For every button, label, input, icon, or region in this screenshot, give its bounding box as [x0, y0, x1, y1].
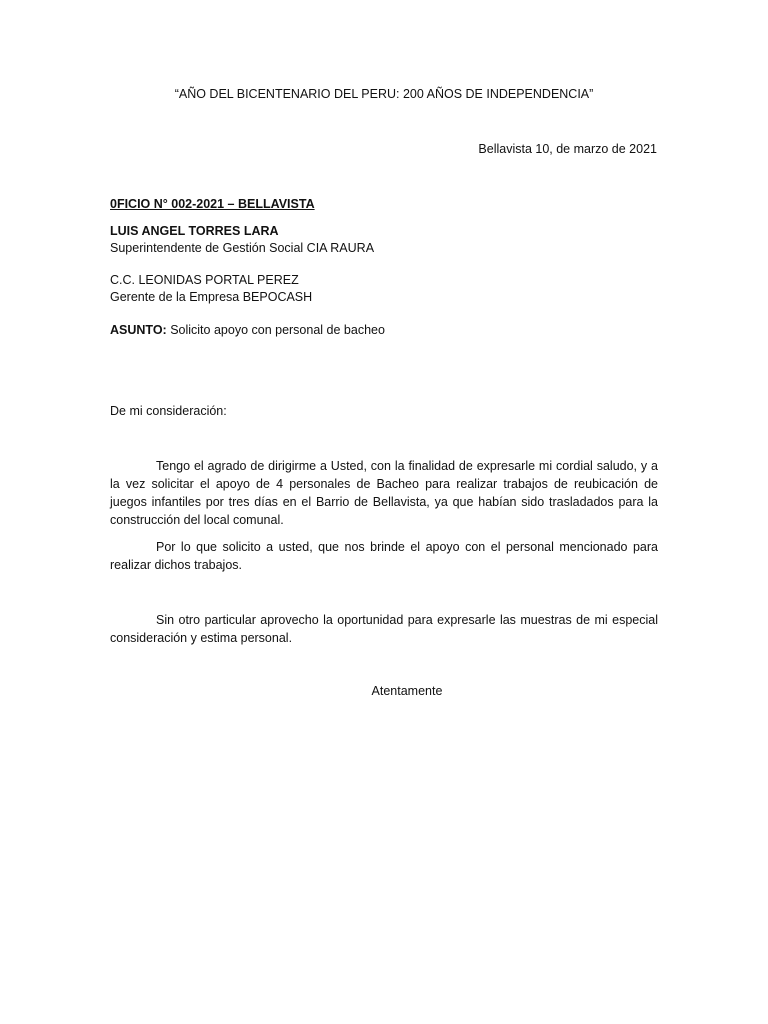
paragraph-3 — [110, 611, 658, 647]
recipient-1-name: LUIS ANGEL TORRES LARA — [110, 224, 279, 238]
subject-text: Solicito apoyo con personal de bacheo — [166, 323, 385, 337]
reference-number: 0FICIO N° 002-2021 – BELLAVISTA — [110, 197, 315, 211]
subject-line — [110, 322, 385, 339]
header-motto: “AÑO DEL BICENTENARIO DEL PERU: 200 AÑOS DE INDEPENDENCIA” — [174, 87, 594, 101]
subject-label: ASUNTO: — [110, 323, 167, 337]
greeting: De mi consideración: — [110, 404, 227, 418]
paragraph-2-text: Por lo que solicito a usted, que nos brinde el apoyo con el personal mencionado para realizar dichos trabajos. — [110, 540, 658, 572]
paragraph-3-text: Sin otro particular aprovecho la oportunidad para expresarle las muestras de mi especial consideración y estima personal. — [110, 613, 658, 645]
paragraph-1 — [110, 457, 658, 529]
recipient-2-title: Gerente de la Empresa BEPOCASH — [110, 290, 313, 304]
recipient-2-name: C.C. LEONIDAS PORTAL PEREZ — [110, 273, 299, 287]
paragraph-2 — [110, 538, 658, 574]
letter-date: Bellavista 10, de marzo de 2021 — [478, 142, 657, 156]
paragraph-1-text: Tengo el agrado de dirigirme a Usted, con la finalidad de expresarle mi cordial saludo, y a la vez solicitar el apoyo de 4 personales de Bacheo para realizar trabajos de reubicación de juegos infantiles por tres días en el Barrio de Bellavista, ya que habían sido trasladados para la construcción del local comunal. — [110, 459, 658, 527]
recipient-1-title: Superintendente de Gestión Social CIA RAURA — [110, 241, 375, 255]
closing-text: Atentamente — [371, 684, 443, 698]
